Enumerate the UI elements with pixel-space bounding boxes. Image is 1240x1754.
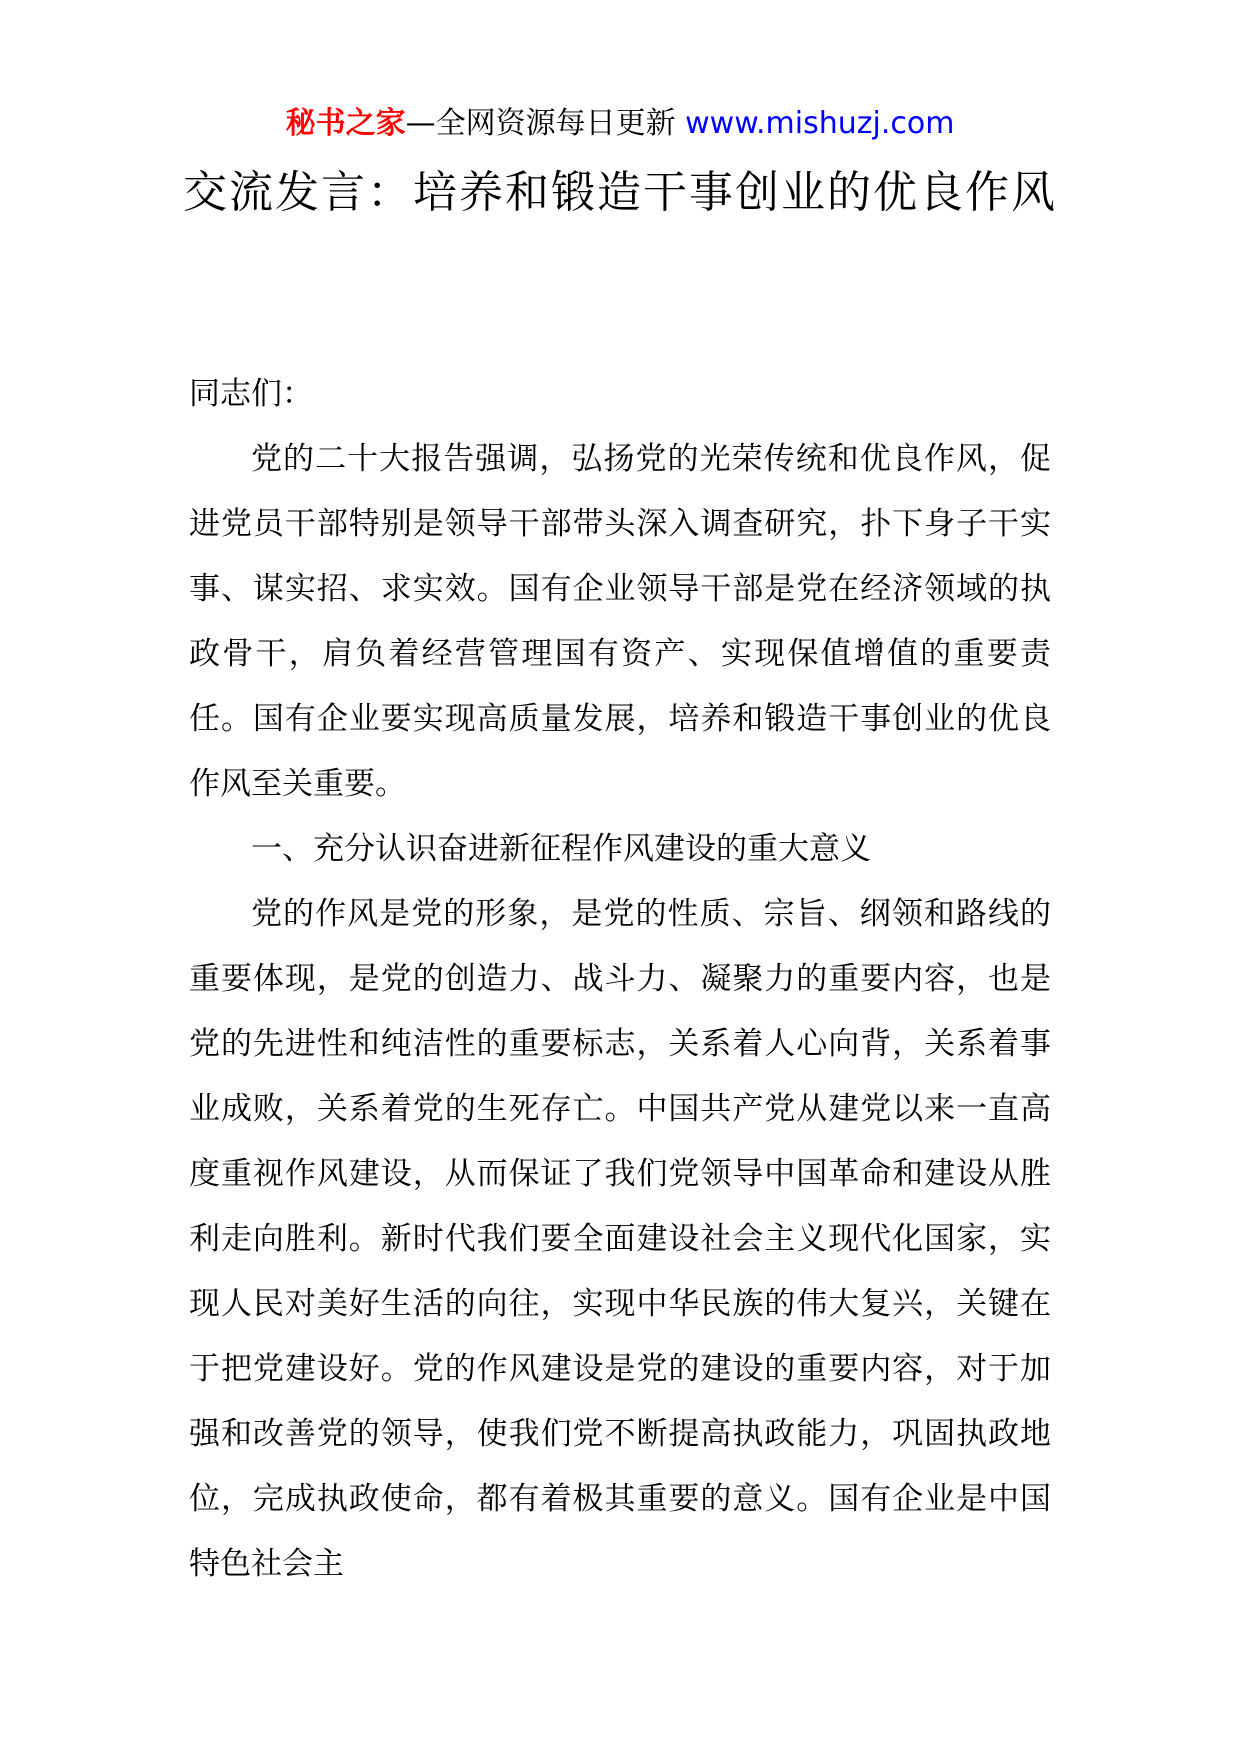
paragraph-intro: 党的二十大报告强调，弘扬党的光荣传统和优良作风，促进党员干部特别是领导干部带头深入调查研究，扑下身子干实事、谋实招、求实效。国有企业领导干部是党在经济领域的执政骨干，肩负着经营管理国有资产、实现保值增值的重要责任。国有企业要实现高质量发展，培养和锻造干事创业的优良作风至关重要。 <box>189 441 1051 802</box>
document-body <box>189 362 1051 1597</box>
site-brand: 秘书之家 <box>285 106 406 141</box>
site-tagline: —全网资源每日更新 <box>405 106 686 141</box>
section-heading-1: 一、充分认识奋进新征程作风建设的重大意义 <box>251 831 871 867</box>
salutation: 同志们： <box>189 376 313 412</box>
document-title: 交流发言：培养和锻造干事创业的优良作风 <box>183 167 1057 218</box>
site-url-link[interactable]: www.mishuzj.com <box>685 106 955 141</box>
paragraph-section-1: 党的作风是党的形象，是党的性质、宗旨、纲领和路线的重要体现，是党的创造力、战斗力、凝聚力的重要内容，也是党的先进性和纯洁性的重要标志，关系着人心向背，关系着事业成败，关系着党的生死存亡。中国共产党从建党以来一直高度重视作风建设，从而保证了我们党领导中国革命和建设从胜利走向胜利。新时代我们要全面建设社会主义现代化国家，实现人民对美好生活的向往，实现中华民族的伟大复兴，关键在于把党建设好。党的作风建设是党的建设的重要内容，对于加强和改善党的领导，使我们党不断提高执政能力，巩固执政地位，完成执政使命，都有着极其重要的意义。国有企业是中国特色社会主 <box>189 896 1051 1582</box>
site-header <box>0 100 1240 148</box>
